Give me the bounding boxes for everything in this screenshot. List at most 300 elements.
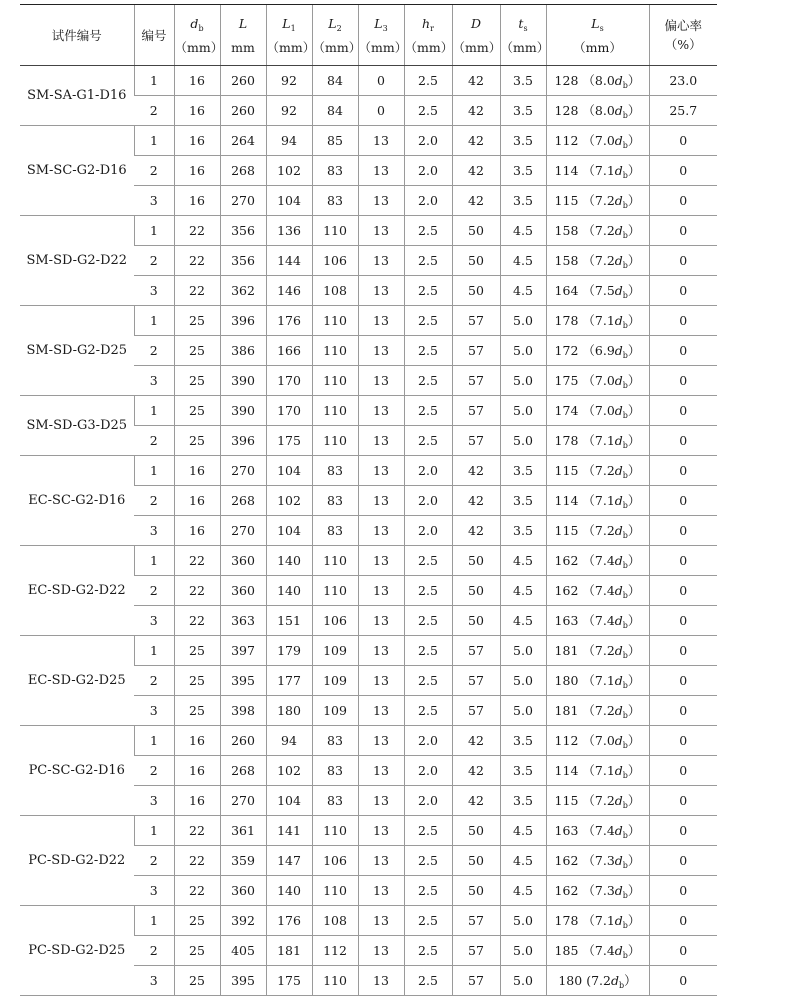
cell-ts: 3.5 [500,66,546,96]
cell-index: 1 [134,396,174,426]
cell-l2: 83 [312,786,358,816]
ls-symbol: d [614,553,623,568]
ls-subscript: b [622,351,628,360]
cell-l3: 13 [358,906,404,936]
cell-l: 268 [220,756,266,786]
ls-subscript: b [622,441,628,450]
cell-d: 57 [452,636,500,666]
ls-ratio: （7.4 [582,553,615,568]
ls-ratio: （7.2 [582,253,615,268]
table-row [20,216,717,246]
table-row [20,906,717,936]
cell-db: 25 [174,306,220,336]
cell-ls [546,876,649,906]
cell-index: 3 [134,786,174,816]
cell-hr: 2.5 [404,66,452,96]
cell-index: 2 [134,246,174,276]
cell-index: 1 [134,726,174,756]
ls-value: 178 [554,313,579,328]
cell-hr: 2.5 [404,606,452,636]
cell-eccentricity: 0 [649,156,717,186]
cell-l1: 140 [266,546,312,576]
header-symbol: t [518,15,524,31]
ls-symbol: d [614,163,623,178]
ls-value: 114 [554,763,579,778]
cell-d: 57 [452,306,500,336]
cell-ls [546,396,649,426]
header-l1 [266,5,316,66]
cell-l1: 180 [266,696,312,726]
cell-l2: 110 [312,546,358,576]
ls-subscript: b [622,891,628,900]
cell-d: 42 [452,66,500,96]
cell-db: 25 [174,396,220,426]
ls-ratio: （7.1 [582,763,615,778]
cell-eccentricity: 0 [649,186,717,216]
cell-db: 22 [174,546,220,576]
cell-l1: 175 [266,426,312,456]
cell-db: 22 [174,876,220,906]
specimen-name: SM-SD-G2-D25 [20,306,134,396]
ls-symbol: d [614,493,623,508]
header-ts [500,5,550,66]
ls-value: 185 [554,943,579,958]
ls-symbol: d [614,853,623,868]
cell-d: 50 [452,816,500,846]
ls-subscript: b [622,651,628,660]
cell-l1: 140 [266,876,312,906]
cell-db: 22 [174,216,220,246]
ls-close: ） [627,643,641,658]
cell-index: 2 [134,336,174,366]
ls-symbol: d [614,823,623,838]
cell-l1: 147 [266,846,312,876]
header-index: 编号 [134,5,174,66]
cell-l3: 0 [358,66,404,96]
ls-subscript: b [622,231,628,240]
cell-hr: 2.5 [404,306,452,336]
cell-index: 3 [134,276,174,306]
ls-ratio: （7.3 [582,853,615,868]
cell-l2: 83 [312,156,358,186]
cell-ts: 5.0 [500,426,546,456]
ls-value: 162 [554,583,579,598]
cell-hr: 2.5 [404,246,452,276]
cell-db: 16 [174,96,220,126]
specimen-name: SM-SD-G2-D22 [20,216,134,306]
ls-ratio: （7.2 [582,193,615,208]
cell-d: 57 [452,336,500,366]
ls-close: ） [627,403,641,418]
cell-db: 22 [174,576,220,606]
cell-hr: 2.5 [404,696,452,726]
cell-l2: 108 [312,276,358,306]
ls-ratio: （7.0 [582,733,615,748]
cell-l: 359 [220,846,266,876]
ls-value: 114 [554,493,579,508]
cell-d: 50 [452,546,500,576]
cell-l3: 13 [358,966,404,996]
ls-symbol: d [614,763,623,778]
cell-ls [546,366,649,396]
cell-ts: 5.0 [500,336,546,366]
cell-ls [546,696,649,726]
ls-symbol: d [614,373,623,388]
ls-close: ） [627,943,641,958]
cell-hr: 2.5 [404,666,452,696]
ls-close: ） [627,283,641,298]
cell-eccentricity: 0 [649,816,717,846]
ls-subscript: b [622,561,628,570]
ls-value: 163 [554,613,579,628]
cell-eccentricity: 0 [649,966,717,996]
cell-d: 50 [452,216,500,246]
header-symbol: L [238,15,248,31]
cell-db: 22 [174,816,220,846]
cell-l1: 176 [266,906,312,936]
cell-l3: 13 [358,576,404,606]
cell-ls [546,906,649,936]
cell-l3: 13 [358,786,404,816]
cell-hr: 2.5 [404,276,452,306]
header-subscript: 3 [382,23,388,33]
ls-ratio: （7.1 [582,313,615,328]
ls-symbol: d [614,583,623,598]
cell-l3: 13 [358,186,404,216]
cell-hr: 2.5 [404,546,452,576]
cell-ls [546,546,649,576]
ls-close: ） [627,193,641,208]
cell-l2: 109 [312,696,358,726]
cell-index: 3 [134,606,174,636]
cell-db: 25 [174,636,220,666]
cell-eccentricity: 0 [649,246,717,276]
specimen-name: SM-SD-G3-D25 [20,396,134,456]
ls-close: ） [627,343,641,358]
ls-close: ） [627,523,641,538]
specimen-name: EC-SD-G2-D22 [20,546,134,636]
ls-value: 115 [554,193,579,208]
table-row [20,396,717,426]
ls-close: ） [627,583,641,598]
specimen-name: SM-SA-G1-D16 [20,66,134,126]
ls-subscript: b [622,201,628,210]
cell-index: 1 [134,546,174,576]
header-subscript: s [523,23,528,33]
table-row [20,816,717,846]
ls-symbol: d [614,403,623,418]
ls-close: ） [627,313,641,328]
header-unit: （mm） [266,39,316,55]
ls-symbol: d [614,673,623,688]
cell-eccentricity: 0 [649,756,717,786]
table-row [20,126,717,156]
cell-db: 25 [174,426,220,456]
header-specimen: 试件编号 [20,5,134,66]
cell-ts: 5.0 [500,936,546,966]
header-subscript: b [198,23,204,33]
cell-l: 390 [220,366,266,396]
table-row [20,66,717,96]
header-symbol: L [374,15,383,31]
cell-l: 264 [220,126,266,156]
cell-l: 260 [220,96,266,126]
ls-value: 115 [554,463,579,478]
cell-l2: 109 [312,636,358,666]
header-row [20,5,717,66]
ls-subscript: b [622,771,628,780]
ls-subscript: b [622,861,628,870]
cell-ls [546,276,649,306]
cell-ls [546,846,649,876]
ls-subscript: b [622,591,628,600]
cell-l: 356 [220,246,266,276]
ls-close: ） [627,613,641,628]
ls-close: ） [624,973,637,988]
cell-l3: 13 [358,516,404,546]
cell-ts: 3.5 [500,726,546,756]
ls-subscript: b [622,681,628,690]
cell-hr: 2.5 [404,846,452,876]
cell-l1: 136 [266,216,312,246]
ls-ratio: （7.2 [582,793,615,808]
header-d [452,5,500,66]
cell-d: 57 [452,366,500,396]
ls-symbol: d [614,913,623,928]
cell-l1: 92 [266,66,312,96]
ls-ratio: （6.9 [582,343,615,358]
cell-l3: 13 [358,126,404,156]
header-subscript: 2 [336,23,342,33]
cell-db: 16 [174,516,220,546]
ls-value: 158 [554,223,579,238]
cell-l1: 94 [266,726,312,756]
ls-close: ） [627,373,641,388]
header-symbol: L [328,15,337,31]
cell-d: 57 [452,666,500,696]
cell-l: 361 [220,816,266,846]
cell-eccentricity: 23.0 [649,66,717,96]
cell-l1: 92 [266,96,312,126]
cell-db: 25 [174,906,220,936]
cell-l2: 110 [312,966,358,996]
ls-symbol: d [614,523,623,538]
cell-l3: 13 [358,216,404,246]
cell-hr: 2.5 [404,966,452,996]
ls-ratio: （8.0 [582,73,615,88]
cell-l2: 106 [312,606,358,636]
specimen-name: PC-SD-G2-D25 [20,906,134,996]
cell-l2: 83 [312,456,358,486]
cell-ls [546,216,649,246]
cell-hr: 2.0 [404,756,452,786]
ls-subscript: b [622,171,628,180]
cell-l2: 106 [312,246,358,276]
ls-symbol: d [614,703,623,718]
ls-close: ） [627,823,641,838]
header-subscript: 1 [290,23,296,33]
ls-symbol: d [614,343,623,358]
cell-l2: 106 [312,846,358,876]
ls-subscript: b [618,981,625,990]
cell-ts: 3.5 [500,186,546,216]
cell-d: 42 [452,516,500,546]
cell-ls [546,576,649,606]
cell-l1: 181 [266,936,312,966]
cell-l1: 146 [266,276,312,306]
ls-value: 181 [554,643,579,658]
ls-close: ） [627,433,641,448]
header-unit: （mm） [452,39,502,55]
ls-ratio: (7.2 [586,973,611,988]
cell-l3: 13 [358,726,404,756]
ls-close: ） [627,793,641,808]
ls-value: 114 [554,163,579,178]
cell-l3: 13 [358,336,404,366]
cell-ts: 3.5 [500,126,546,156]
cell-l3: 13 [358,606,404,636]
cell-db: 16 [174,726,220,756]
cell-ts: 5.0 [500,966,546,996]
cell-hr: 2.5 [404,426,452,456]
cell-d: 50 [452,846,500,876]
cell-db: 16 [174,456,220,486]
cell-l1: 151 [266,606,312,636]
table-row [20,726,717,756]
cell-l3: 13 [358,366,404,396]
cell-l: 390 [220,396,266,426]
ls-value: 174 [554,403,579,418]
cell-ts: 4.5 [500,546,546,576]
ls-symbol: d [614,103,623,118]
cell-ls [546,606,649,636]
cell-ls [546,756,649,786]
ls-close: ） [627,553,641,568]
cell-index: 3 [134,516,174,546]
cell-d: 42 [452,126,500,156]
ls-value: 128 [554,103,579,118]
cell-d: 57 [452,696,500,726]
cell-ls [546,666,649,696]
cell-index: 1 [134,906,174,936]
cell-db: 22 [174,846,220,876]
ls-value: 163 [554,823,579,838]
cell-l1: 176 [266,306,312,336]
cell-d: 42 [452,156,500,186]
cell-l2: 110 [312,336,358,366]
ls-subscript: b [622,921,628,930]
cell-db: 16 [174,66,220,96]
cell-ts: 5.0 [500,306,546,336]
cell-d: 50 [452,606,500,636]
cell-l2: 84 [312,66,358,96]
ls-value: 128 [554,73,579,88]
cell-l2: 110 [312,426,358,456]
cell-d: 57 [452,936,500,966]
ls-subscript: b [622,111,628,120]
cell-l3: 13 [358,486,404,516]
ls-close: ） [627,133,641,148]
cell-l1: 94 [266,126,312,156]
ls-value: 181 [554,703,579,718]
cell-eccentricity: 0 [649,546,717,576]
ls-ratio: （7.1 [582,913,615,928]
ls-value: 178 [554,913,579,928]
cell-ts: 4.5 [500,276,546,306]
table-row [20,306,717,336]
header-unit: （mm） [312,39,362,55]
ls-close: ） [627,253,641,268]
cell-ls [546,936,649,966]
header-subscript: r [430,23,434,33]
cell-ts: 5.0 [500,366,546,396]
cell-l: 405 [220,936,266,966]
cell-db: 16 [174,486,220,516]
specimen-name: PC-SD-G2-D22 [20,816,134,906]
ls-subscript: b [622,621,628,630]
cell-l1: 104 [266,186,312,216]
cell-hr: 2.5 [404,96,452,126]
cell-ts: 4.5 [500,876,546,906]
cell-hr: 2.5 [404,366,452,396]
header-symbol: L [282,15,291,31]
ls-subscript: b [622,711,628,720]
cell-ts: 4.5 [500,576,546,606]
ls-symbol: d [614,73,623,88]
cell-d: 50 [452,576,500,606]
cell-d: 42 [452,786,500,816]
cell-d: 50 [452,246,500,276]
cell-ls [546,306,649,336]
cell-d: 42 [452,756,500,786]
cell-l1: 170 [266,366,312,396]
cell-l2: 83 [312,756,358,786]
ls-close: ） [627,733,641,748]
cell-d: 42 [452,186,500,216]
cell-l: 270 [220,186,266,216]
ls-value: 162 [554,883,579,898]
cell-eccentricity: 0 [649,366,717,396]
ls-ratio: （7.0 [582,373,615,388]
header-unit: （mm） [573,39,622,55]
ls-ratio: （7.4 [582,823,615,838]
cell-ts: 5.0 [500,696,546,726]
cell-l2: 110 [312,576,358,606]
cell-eccentricity: 0 [649,396,717,426]
ls-close: ） [627,883,641,898]
header-symbol: d [190,15,199,31]
cell-l2: 110 [312,876,358,906]
cell-l1: 175 [266,966,312,996]
ls-subscript: b [622,471,628,480]
ls-close: ） [627,73,641,88]
cell-d: 42 [452,726,500,756]
cell-ls [546,816,649,846]
ls-symbol: d [614,223,623,238]
cell-ls [546,336,649,366]
cell-l2: 110 [312,216,358,246]
cell-l: 392 [220,906,266,936]
cell-hr: 2.0 [404,126,452,156]
cell-ts: 3.5 [500,96,546,126]
cell-db: 22 [174,276,220,306]
cell-l: 362 [220,276,266,306]
cell-hr: 2.0 [404,786,452,816]
ls-symbol: d [614,943,623,958]
cell-ts: 3.5 [500,516,546,546]
ls-ratio: （7.1 [582,163,615,178]
cell-eccentricity: 0 [649,216,717,246]
